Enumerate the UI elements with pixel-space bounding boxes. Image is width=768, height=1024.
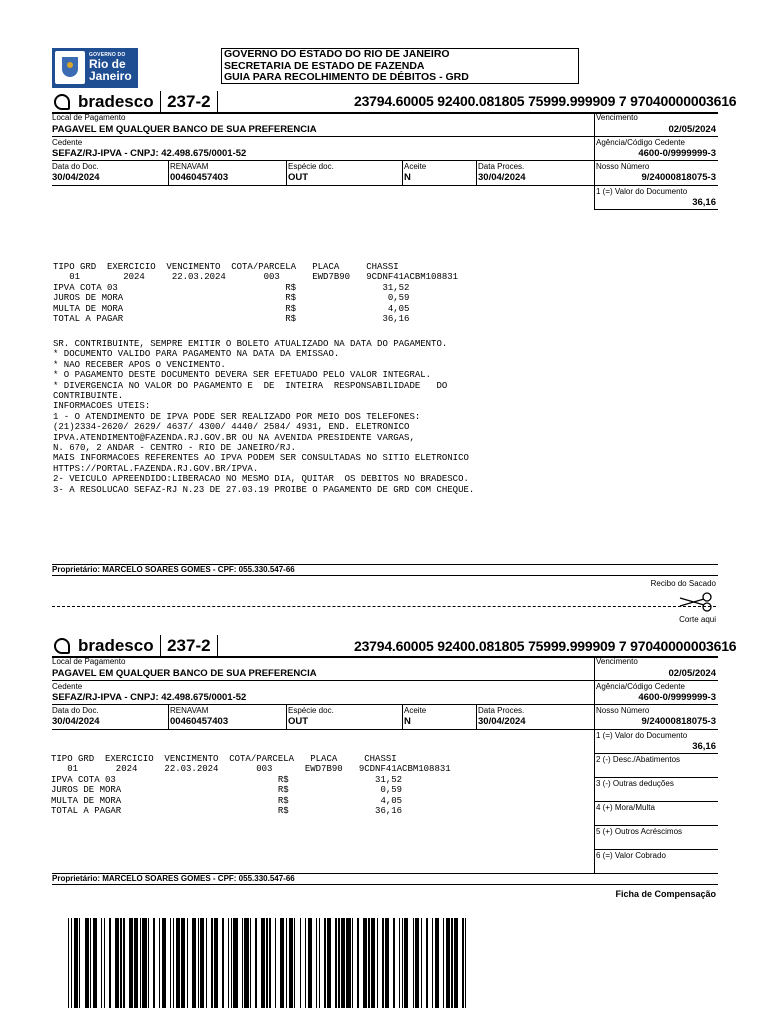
bank-name: bradesco [78,92,154,111]
agencia-label: Agência/Código Cedente [596,682,685,691]
details-block-2 [51,754,451,816]
renavam-value: 00460457403 [170,716,229,727]
data-proc-value: 30/04/2024 [478,172,526,183]
instruction-line: IPVA.ATENDIMENTO@FAZENDA.RJ.GOV.BR OU NA AVENIDA PRESIDENTE VARGAS, [53,432,415,443]
especie-value: OUT [288,172,309,183]
barcode [68,918,472,1008]
local-pagamento-value: PAGAVEL EM QUALQUER BANCO DE SUA PREFERENCIA [52,668,317,679]
local-pagamento-label: Local de Pagamento [52,113,126,122]
especie-label: Espécie doc. [288,162,334,171]
details-row: TOTAL A PAGAR R$ 36,16 [53,314,410,325]
instruction-line: * DIVERGENCIA NO VALOR DO PAGAMENTO E DE INTEIRA RESPONSABILIDADE DO [53,380,448,391]
coat-of-arms-icon [55,51,85,84]
aceite-value: N [404,172,411,183]
instruction-line: MAIS INFORMACOES REFERENTES AO IPVA PODEM SER CONSULTADAS NO SITIO ELETRONICO [53,453,469,464]
instruction-line: * NAO RECEBER APOS O VENCIMENTO. [53,359,226,370]
digitable-line-2: 23794.60005 92400.081805 75999.999909 7 97040000003616 [354,638,737,654]
mora-multa-label: 4 (+) Mora/Multa [596,803,655,812]
cedente-value: SEFAZ/RJ-IPVA - CNPJ: 42.498.675/0001-52 [52,692,247,703]
agencia-label: Agência/Código Cedente [596,138,685,147]
details-row: JUROS DE MORA R$ 0,59 [51,785,403,796]
valor-doc-value: 36,16 [692,197,716,208]
scissors-icon [676,592,716,612]
vencimento-value: 02/05/2024 [668,124,716,135]
outros-acrescimos-label: 5 (+) Outros Acréscimos [596,827,683,836]
nosso-numero-value: 9/24000818075-3 [641,172,716,183]
valor-doc-value: 36,16 [692,741,716,752]
instruction-line: INFORMACOES UTEIS: [53,401,151,412]
details-row: 01 2024 22.03.2024 003 EWD7B90 9CDNF41ACBM108831 [53,272,459,283]
header-line-1: GOVERNO DO ESTADO DO RIO DE JANEIRO [224,48,450,60]
instruction-line: N. 670, 2 ANDAR - CENTRO - RIO DE JANEIRO/RJ. [53,443,297,454]
aceite-label: Aceite [404,162,427,171]
data-doc-label: Data do Doc. [52,706,99,715]
valor-cobrado-label: 6 (=) Valor Cobrado [596,851,666,860]
bradesco-logo-icon [54,638,70,654]
cedente-label: Cedente [52,138,83,147]
instruction-line: (21)2334-2620/ 2629/ 4637/ 4300/ 4440/ 2584/ 4931, END. ELETRONICO [53,422,410,433]
valor-doc-label: 1 (=) Valor do Documento [596,731,688,740]
local-pagamento-value: PAGAVEL EM QUALQUER BANCO DE SUA PREFERENCIA [52,124,317,135]
valor-doc-label: 1 (=) Valor do Documento [596,187,688,196]
vencimento-value: 02/05/2024 [668,668,716,679]
instructions-block [53,339,474,495]
data-proc-value: 30/04/2024 [478,716,526,727]
nosso-numero-label: Nosso Número [596,706,650,715]
recibo-sacado-label: Recibo do Sacado [650,579,716,588]
logo-small-text: GOVERNO DO [89,52,126,58]
agencia-value: 4600-0/9999999-3 [638,692,716,703]
details-row: JUROS DE MORA R$ 0,59 [53,293,410,304]
proprietario-1: Proprietário: MARCELO SOARES GOMES - CPF: 055.330.547-66 [52,565,295,574]
especie-label: Espécie doc. [288,706,334,715]
logo-big-text: Rio de Janeiro [89,57,132,83]
bradesco-logo-icon [54,94,70,110]
aceite-value: N [404,716,411,727]
header-line-2: SECRETARIA DE ESTADO DE FAZENDA [224,59,425,72]
bank-header-2 [54,634,218,658]
proprietario-2: Proprietário: MARCELO SOARES GOMES - CPF: 055.330.547-66 [52,874,295,883]
cedente-value: SEFAZ/RJ-IPVA - CNPJ: 42.498.675/0001-52 [52,148,247,159]
instruction-line: CONTRIBUINTE. [53,391,124,402]
ficha-compensacao-label: Ficha de Compensação [615,889,716,899]
renavam-value: 00460457403 [170,172,229,183]
renavam-label: RENAVAM [170,706,209,715]
instruction-line: * DOCUMENTO VALIDO PARA PAGAMENTO NA DATA DA EMISSAO. [53,349,340,360]
outras-deducoes-label: 3 (-) Outras deduções [596,779,674,788]
data-doc-value: 30/04/2024 [52,172,100,183]
digitable-line-1: 23794.60005 92400.081805 75999.999909 7 97040000003616 [354,93,737,109]
details-row: 01 2024 22.03.2024 003 EWD7B90 9CDNF41ACBM108831 [51,764,451,775]
cut-line [52,606,716,607]
data-doc-value: 30/04/2024 [52,716,100,727]
especie-value: OUT [288,716,309,727]
agencia-value: 4600-0/9999999-3 [638,148,716,159]
corte-aqui-label: Corte aqui [679,615,716,624]
data-proc-label: Data Proces. [478,706,525,715]
bank-header-1 [54,90,218,114]
instruction-line: 2- VEICULO APREENDIDO:LIBERACAO NO MESMO DIA, QUITAR OS DEBITOS NO BRADESCO. [53,474,469,485]
local-pagamento-label: Local de Pagamento [52,657,126,666]
details-row: IPVA COTA 03 R$ 31,52 [51,774,403,785]
bank-name: bradesco [78,636,154,655]
document-header [221,48,579,84]
vencimento-label: Vencimento [596,113,638,122]
header-line-3: GUIA PARA RECOLHIMENTO DE DÉBITOS - GRD [224,71,469,83]
aceite-label: Aceite [404,706,427,715]
details-row: TOTAL A PAGAR R$ 36,16 [51,806,403,817]
vencimento-label: Vencimento [596,657,638,666]
rj-government-logo [52,48,138,88]
data-proc-label: Data Proces. [478,162,525,171]
instruction-line: HTTPS://PORTAL.FAZENDA.RJ.GOV.BR/IPVA. [53,463,259,474]
data-doc-label: Data do Doc. [52,162,99,171]
details-row: MULTA DE MORA R$ 4,05 [53,303,410,314]
cedente-label: Cedente [52,682,83,691]
instruction-line: 3- A RESOLUCAO SEFAZ-RJ N.23 DE 27.03.19 PROIBE O PAGAMENTO DE GRD COM CHEQUE. [53,484,475,495]
details-row: IPVA COTA 03 R$ 31,52 [53,282,410,293]
barcode-bar [466,918,470,1008]
details-header: TIPO GRD EXERCICIO VENCIMENTO COTA/PARCELA PLACA CHASSI [53,262,399,272]
instruction-line: * O PAGAMENTO DESTE DOCUMENTO DEVERA SER EFETUADO PELO VALOR INTEGRAL. [53,370,432,381]
nosso-numero-label: Nosso Número [596,162,650,171]
nosso-numero-value: 9/24000818075-3 [641,716,716,727]
instruction-line: SR. CONTRIBUINTE, SEMPRE EMITIR O BOLETO ATUALIZADO NA DATA DO PAGAMENTO. [53,339,448,349]
bank-code: 237-2 [167,92,211,111]
details-block-1 [53,262,458,324]
details-row: MULTA DE MORA R$ 4,05 [51,795,403,806]
bank-code: 237-2 [167,636,211,655]
renavam-label: RENAVAM [170,162,209,171]
details-header: TIPO GRD EXERCICIO VENCIMENTO COTA/PARCELA PLACA CHASSI [51,754,397,764]
instruction-line: 1 - O ATENDIMENTO DE IPVA PODE SER REALIZADO POR MEIO DOS TELEFONES: [53,411,421,422]
desc-abatimentos-label: 2 (-) Desc./Abatimentos [596,755,681,764]
